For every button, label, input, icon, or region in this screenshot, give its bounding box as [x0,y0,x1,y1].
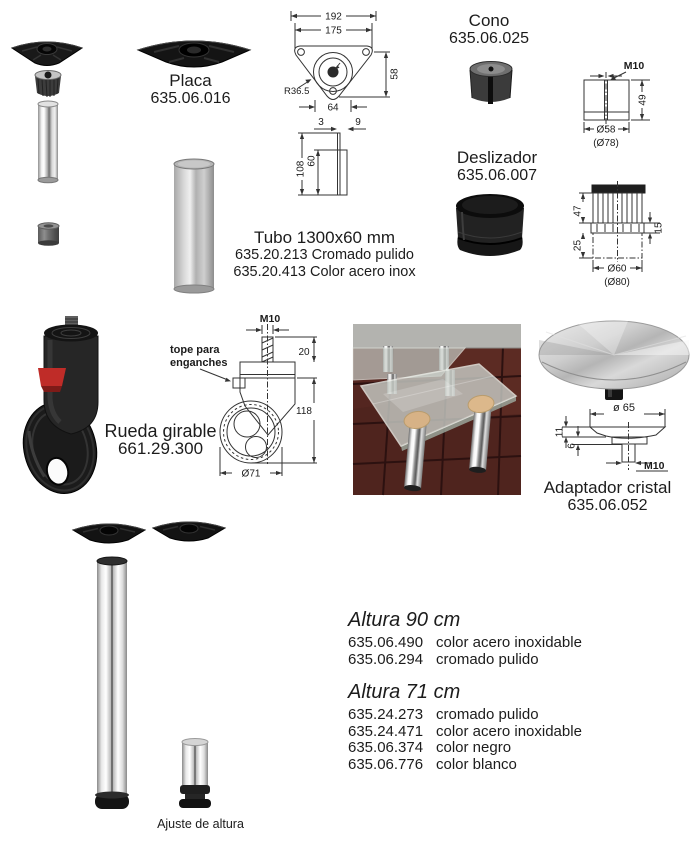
cono-code: 635.06.025 [448,30,530,47]
dim-r36-5: R36.5 [284,86,310,97]
altura-90-block [348,609,588,668]
dim-25: 25 [572,239,584,252]
dim-m10-adapter: M10 [644,460,665,472]
deslizador-photo [448,188,532,266]
dim-118: 118 [296,406,312,417]
dim-6: 6 [566,443,578,449]
adaptador-name: Adaptador cristal [543,478,672,497]
dim-d71: Ø71 [241,468,261,480]
spacer-part [38,223,59,246]
placa-code: 635.06.016 [150,90,231,107]
item-finish: color negro [436,739,512,756]
tubo-caption [222,229,427,281]
item-code: 635.06.294 [348,650,424,668]
tubo-item-1 [222,247,427,264]
item-code: 635.06.490 [348,634,424,651]
altura-71-title: Altura 71 cm [348,681,461,703]
dim-47: 47 [572,205,584,217]
glass-table-photo [353,324,521,495]
dim-3: 3 [318,117,324,128]
tubo-item-2 [222,264,427,281]
dim-d65: ø 65 [612,402,636,414]
cone-part [35,71,61,98]
item-code: 635.24.273 [348,706,424,723]
slider-drawing [563,178,677,292]
tubo-title: Tubo 1300x60 mm [253,228,396,247]
plate-part [12,42,82,66]
plate-side-view-drawing [292,116,404,214]
altura-90-title: Altura 90 cm [348,609,461,631]
cono-photo [466,58,516,108]
item-finish: color acero inoxidable [436,722,582,740]
dim-d60: Ø60 [607,263,627,275]
tubo-finish-2: Color acero inox [310,264,416,280]
adaptador-photo [536,318,692,404]
dim-192: 192 [325,11,342,23]
tubo-code-2: 635.20.413 [233,264,306,280]
deslizador-name: Deslizador [456,148,538,167]
long-leg-photo [94,552,130,812]
rueda-name: Rueda girable [104,421,217,441]
dim-d80: (Ø80) [604,277,630,288]
red-release-tab [38,368,66,386]
tubo-photo [172,156,216,294]
adapter-drawing [548,400,675,476]
dim-d58: Ø58 [596,124,616,136]
tubo-finish-1: Cromado pulido [311,247,414,263]
dim-m10: M10 [623,60,645,72]
dim-11: 11 [554,426,566,438]
altura-71-row-3 [348,740,588,757]
cono-caption [430,12,548,48]
item-code: 635.06.776 [348,755,424,773]
adjuster-photo [176,736,214,810]
ajuste-caption: Ajuste de altura [157,817,244,831]
dim-58: 58 [389,68,401,80]
altura-71-row-1 [348,707,588,724]
item-code: 635.06.374 [348,739,424,756]
placa-caption [128,72,253,108]
placa-name: Placa [169,71,212,90]
dim-64: 64 [327,102,339,114]
dim-15: 15 [653,222,665,234]
rueda-code: 661.29.300 [117,439,204,458]
item-finish: cromado pulido [436,706,539,723]
plate-top-view-drawing [283,4,405,116]
placa-photo [134,36,254,70]
dim-49: 49 [637,94,649,106]
caster-drawing [166,312,320,486]
item-finish: color acero inoxidable [436,634,582,651]
dim-d78: (Ø78) [593,138,619,149]
cono-name: Cono [468,11,510,30]
item-finish: cromado pulido [436,650,539,668]
caster-note-line2: enganches [170,357,228,369]
rueda-photo [14,314,118,500]
bottom-plate-photo-1 [70,518,148,548]
dim-20: 20 [298,347,310,358]
dim-108: 108 [295,160,307,178]
adaptador-code: 635.06.052 [567,497,648,514]
deslizador-caption [432,149,562,185]
altura-71-block [348,681,588,773]
tubo-code-1: 635.20.213 [235,247,308,263]
cone-drawing [566,56,674,154]
altura-71-row-4 [348,757,588,774]
bottom-plate-photo-2 [150,516,228,546]
deslizador-code: 635.06.007 [456,167,538,184]
altura-90-row-2 [348,652,588,669]
dim-m10-caster: M10 [259,313,281,325]
item-code: 635.24.471 [348,722,424,740]
adaptador-caption [535,479,680,515]
dim-175: 175 [325,25,342,37]
exploded-assembly-photo [6,36,106,254]
dim-9: 9 [355,117,361,128]
item-finish: color blanco [436,755,517,773]
altura-90-row-1 [348,635,588,652]
altura-71-row-2 [348,724,588,741]
tube-part [38,101,58,183]
caster-note-line1: tope para [170,344,220,356]
dim-60: 60 [306,155,318,167]
